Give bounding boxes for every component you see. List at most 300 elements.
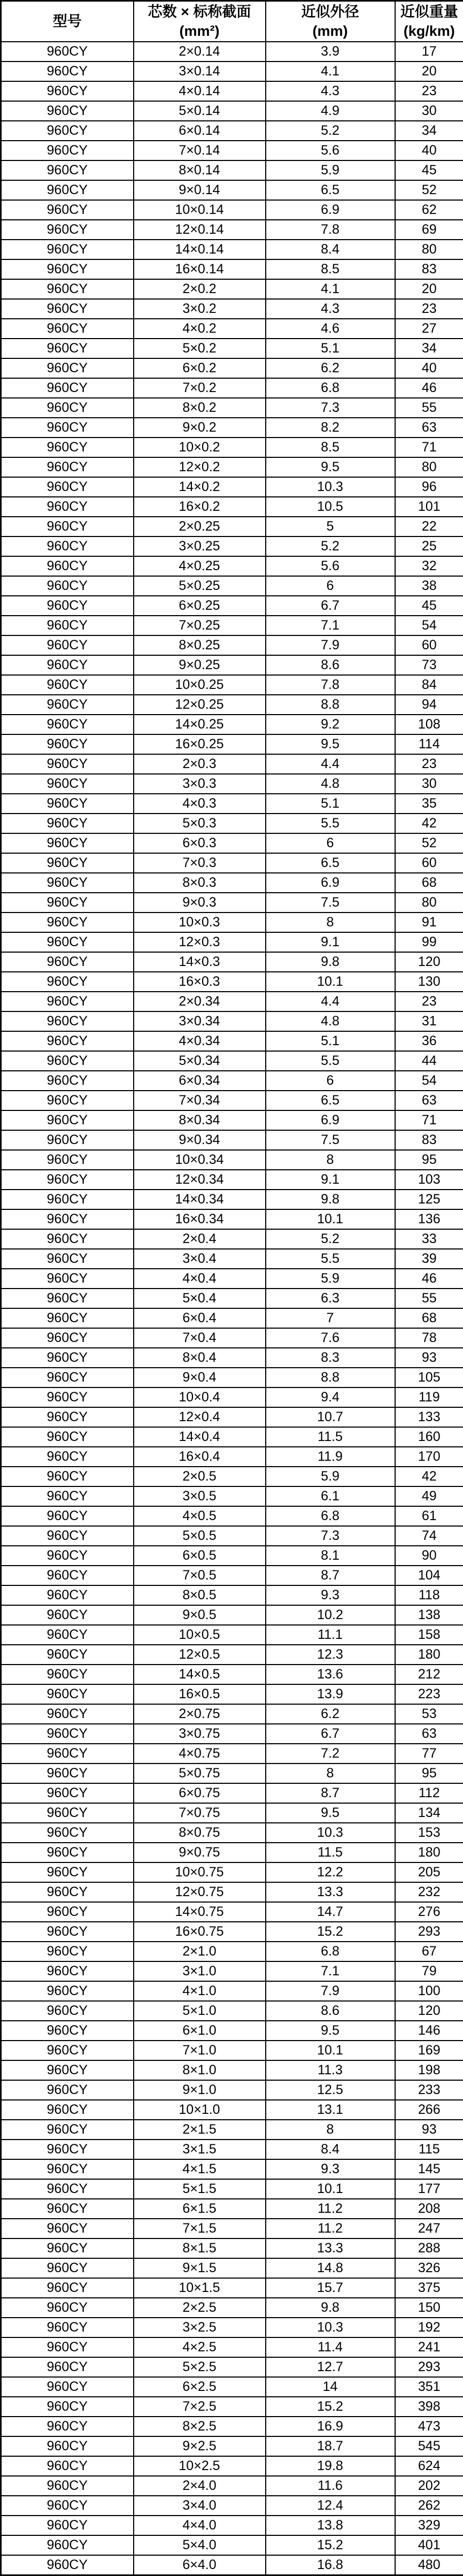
table-row bbox=[1, 2278, 463, 2298]
cell-weight: 624 bbox=[395, 2456, 463, 2476]
table-body bbox=[1, 42, 463, 2575]
cell-cores-section: 5×0.14 bbox=[134, 101, 266, 121]
cell-weight: 223 bbox=[395, 1684, 463, 1704]
cell-model: 960CY bbox=[1, 1981, 134, 2001]
cell-weight: 93 bbox=[395, 1348, 463, 1368]
cell-outer-diameter: 8.7 bbox=[266, 1566, 395, 1585]
cell-cores-section: 4×4.0 bbox=[134, 2516, 266, 2535]
table-row bbox=[1, 952, 463, 972]
cell-cores-section: 16×0.5 bbox=[134, 1684, 266, 1704]
cell-cores-section: 16×0.14 bbox=[134, 259, 266, 279]
cell-outer-diameter: 11.3 bbox=[266, 2060, 395, 2080]
table-row bbox=[1, 81, 463, 101]
cell-outer-diameter: 6 bbox=[266, 1071, 395, 1091]
cell-weight: 36 bbox=[395, 1031, 463, 1051]
cell-model: 960CY bbox=[1, 1407, 134, 1427]
cell-model: 960CY bbox=[1, 279, 134, 299]
cell-model: 960CY bbox=[1, 299, 134, 319]
cell-weight: 40 bbox=[395, 141, 463, 160]
table-row bbox=[1, 873, 463, 893]
table-row bbox=[1, 2337, 463, 2357]
cell-cores-section: 14×0.5 bbox=[134, 1665, 266, 1684]
cell-cores-section: 9×1.5 bbox=[134, 2258, 266, 2278]
cell-model: 960CY bbox=[1, 2516, 134, 2535]
cell-model: 960CY bbox=[1, 477, 134, 497]
cell-outer-diameter: 6 bbox=[266, 576, 395, 596]
cell-weight: 112 bbox=[395, 1783, 463, 1803]
cell-cores-section: 6×0.34 bbox=[134, 1071, 266, 1091]
cell-model: 960CY bbox=[1, 932, 134, 952]
table-row bbox=[1, 596, 463, 616]
cell-outer-diameter: 6.7 bbox=[266, 596, 395, 616]
header-model bbox=[1, 1, 134, 42]
cell-outer-diameter: 6.9 bbox=[266, 1110, 395, 1130]
table-row bbox=[1, 1902, 463, 1922]
cell-outer-diameter: 4.1 bbox=[266, 62, 395, 81]
cell-model: 960CY bbox=[1, 556, 134, 576]
cell-cores-section: 7×0.5 bbox=[134, 1566, 266, 1585]
cell-cores-section: 12×0.75 bbox=[134, 1882, 266, 1902]
cell-model: 960CY bbox=[1, 319, 134, 339]
cell-outer-diameter: 12.5 bbox=[266, 2080, 395, 2100]
table-row bbox=[1, 2516, 463, 2535]
cell-outer-diameter: 3.9 bbox=[266, 42, 395, 62]
cell-cores-section: 16×0.4 bbox=[134, 1447, 266, 1467]
cell-model: 960CY bbox=[1, 1427, 134, 1447]
table-row bbox=[1, 1011, 463, 1031]
cell-weight: 192 bbox=[395, 2318, 463, 2337]
table-row bbox=[1, 1289, 463, 1308]
cell-cores-section: 6×0.2 bbox=[134, 358, 266, 378]
cell-outer-diameter: 9.8 bbox=[266, 2298, 395, 2318]
cell-model: 960CY bbox=[1, 339, 134, 358]
cell-weight: 23 bbox=[395, 992, 463, 1011]
cell-weight: 233 bbox=[395, 2080, 463, 2100]
table-row bbox=[1, 1447, 463, 1467]
cell-model: 960CY bbox=[1, 160, 134, 180]
cell-outer-diameter: 6.5 bbox=[266, 180, 395, 200]
cell-outer-diameter: 7.2 bbox=[266, 1744, 395, 1764]
cell-model: 960CY bbox=[1, 1110, 134, 1130]
header-cores-section-label: 芯数 × 标称截面 bbox=[148, 4, 251, 20]
cell-weight: 40 bbox=[395, 358, 463, 378]
table-row bbox=[1, 1704, 463, 1724]
table-row bbox=[1, 2179, 463, 2199]
cell-model: 960CY bbox=[1, 1823, 134, 1843]
cell-cores-section: 7×0.2 bbox=[134, 378, 266, 398]
table-header bbox=[1, 1, 463, 42]
cell-cores-section: 5×0.4 bbox=[134, 1289, 266, 1308]
cell-cores-section: 10×0.4 bbox=[134, 1387, 266, 1407]
cell-cores-section: 2×0.2 bbox=[134, 279, 266, 299]
cell-cores-section: 7×0.4 bbox=[134, 1328, 266, 1348]
cell-model: 960CY bbox=[1, 2001, 134, 2021]
cell-weight: 55 bbox=[395, 398, 463, 418]
cell-weight: 63 bbox=[395, 1091, 463, 1110]
cell-model: 960CY bbox=[1, 1269, 134, 1289]
cell-outer-diameter: 18.7 bbox=[266, 2436, 395, 2456]
cell-model: 960CY bbox=[1, 2199, 134, 2219]
cell-weight: 44 bbox=[395, 1051, 463, 1071]
cell-outer-diameter: 10.3 bbox=[266, 1823, 395, 1843]
table-row bbox=[1, 299, 463, 319]
cell-cores-section: 4×0.3 bbox=[134, 794, 266, 814]
table-row bbox=[1, 2357, 463, 2377]
cell-weight: 99 bbox=[395, 932, 463, 952]
cell-weight: 54 bbox=[395, 1071, 463, 1091]
cell-model: 960CY bbox=[1, 1447, 134, 1467]
cell-model: 960CY bbox=[1, 497, 134, 517]
cell-weight: 158 bbox=[395, 1625, 463, 1645]
cell-outer-diameter: 11.2 bbox=[266, 2199, 395, 2219]
cell-weight: 25 bbox=[395, 536, 463, 556]
cell-weight: 130 bbox=[395, 972, 463, 992]
cell-weight: 114 bbox=[395, 734, 463, 754]
header-cores-section-unit: (mm²) bbox=[179, 23, 220, 39]
cell-cores-section: 9×0.5 bbox=[134, 1605, 266, 1625]
cell-outer-diameter: 6.3 bbox=[266, 1289, 395, 1308]
cell-outer-diameter: 14.7 bbox=[266, 1902, 395, 1922]
cell-cores-section: 6×0.4 bbox=[134, 1308, 266, 1328]
cell-outer-diameter: 11.4 bbox=[266, 2337, 395, 2357]
cell-weight: 115 bbox=[395, 2140, 463, 2159]
cell-outer-diameter: 6 bbox=[266, 833, 395, 853]
cell-cores-section: 6×1.0 bbox=[134, 2021, 266, 2041]
cell-weight: 247 bbox=[395, 2219, 463, 2238]
table-row bbox=[1, 754, 463, 774]
cell-model: 960CY bbox=[1, 873, 134, 893]
cell-cores-section: 2×0.3 bbox=[134, 754, 266, 774]
cell-weight: 22 bbox=[395, 517, 463, 536]
cell-outer-diameter: 4.8 bbox=[266, 1011, 395, 1031]
cell-weight: 545 bbox=[395, 2436, 463, 2456]
table-row bbox=[1, 2001, 463, 2021]
table-row bbox=[1, 517, 463, 536]
cell-model: 960CY bbox=[1, 240, 134, 259]
cell-model: 960CY bbox=[1, 1209, 134, 1229]
cell-weight: 160 bbox=[395, 1427, 463, 1447]
cell-weight: 120 bbox=[395, 952, 463, 972]
cell-outer-diameter: 10.1 bbox=[266, 1209, 395, 1229]
cell-cores-section: 4×0.5 bbox=[134, 1506, 266, 1526]
cell-model: 960CY bbox=[1, 1011, 134, 1031]
cell-weight: 63 bbox=[395, 1724, 463, 1744]
cell-cores-section: 10×0.2 bbox=[134, 438, 266, 457]
cell-model: 960CY bbox=[1, 2100, 134, 2120]
cell-cores-section: 2×0.34 bbox=[134, 992, 266, 1011]
cell-model: 960CY bbox=[1, 1783, 134, 1803]
table-row bbox=[1, 2060, 463, 2080]
cell-cores-section: 8×0.3 bbox=[134, 873, 266, 893]
cell-model: 960CY bbox=[1, 1566, 134, 1585]
cell-weight: 91 bbox=[395, 913, 463, 932]
table-row bbox=[1, 556, 463, 576]
cell-weight: 23 bbox=[395, 81, 463, 101]
table-row bbox=[1, 1585, 463, 1605]
cell-cores-section: 9×2.5 bbox=[134, 2436, 266, 2456]
cell-model: 960CY bbox=[1, 200, 134, 220]
cell-model: 960CY bbox=[1, 259, 134, 279]
cell-model: 960CY bbox=[1, 675, 134, 695]
cell-model: 960CY bbox=[1, 576, 134, 596]
cell-weight: 119 bbox=[395, 1387, 463, 1407]
cell-outer-diameter: 16.8 bbox=[266, 2555, 395, 2575]
cell-weight: 46 bbox=[395, 378, 463, 398]
table-row bbox=[1, 2120, 463, 2140]
cell-weight: 80 bbox=[395, 240, 463, 259]
cell-weight: 38 bbox=[395, 576, 463, 596]
cell-outer-diameter: 15.2 bbox=[266, 2397, 395, 2417]
table-row bbox=[1, 853, 463, 873]
cell-model: 960CY bbox=[1, 398, 134, 418]
cell-outer-diameter: 7.1 bbox=[266, 616, 395, 635]
cell-cores-section: 10×0.5 bbox=[134, 1625, 266, 1645]
cell-weight: 33 bbox=[395, 1229, 463, 1249]
cell-weight: 170 bbox=[395, 1447, 463, 1467]
cell-weight: 180 bbox=[395, 1843, 463, 1862]
cell-model: 960CY bbox=[1, 418, 134, 438]
table-row bbox=[1, 2417, 463, 2436]
cell-weight: 133 bbox=[395, 1407, 463, 1427]
cell-outer-diameter: 6.9 bbox=[266, 873, 395, 893]
table-row bbox=[1, 1862, 463, 1882]
table-row bbox=[1, 62, 463, 81]
table-row bbox=[1, 1249, 463, 1269]
cell-cores-section: 6×0.5 bbox=[134, 1546, 266, 1566]
cell-model: 960CY bbox=[1, 774, 134, 794]
cell-cores-section: 6×4.0 bbox=[134, 2555, 266, 2575]
cell-model: 960CY bbox=[1, 913, 134, 932]
cell-model: 960CY bbox=[1, 1605, 134, 1625]
cell-model: 960CY bbox=[1, 2021, 134, 2041]
cell-cores-section: 10×0.14 bbox=[134, 200, 266, 220]
table-row bbox=[1, 497, 463, 517]
cell-weight: 27 bbox=[395, 319, 463, 339]
cell-model: 960CY bbox=[1, 358, 134, 378]
table-row bbox=[1, 2258, 463, 2278]
cell-model: 960CY bbox=[1, 1744, 134, 1764]
cell-outer-diameter: 10.1 bbox=[266, 2179, 395, 2199]
cell-cores-section: 3×0.75 bbox=[134, 1724, 266, 1744]
cell-model: 960CY bbox=[1, 794, 134, 814]
table-row bbox=[1, 2100, 463, 2120]
cell-cores-section: 12×0.3 bbox=[134, 932, 266, 952]
cell-outer-diameter: 8 bbox=[266, 1764, 395, 1783]
cell-model: 960CY bbox=[1, 121, 134, 141]
cell-outer-diameter: 10.3 bbox=[266, 477, 395, 497]
cell-model: 960CY bbox=[1, 220, 134, 240]
cell-cores-section: 9×0.2 bbox=[134, 418, 266, 438]
table-row bbox=[1, 695, 463, 715]
cell-weight: 202 bbox=[395, 2476, 463, 2496]
table-row bbox=[1, 200, 463, 220]
cell-cores-section: 3×2.5 bbox=[134, 2318, 266, 2337]
table-row bbox=[1, 1922, 463, 1942]
cell-model: 960CY bbox=[1, 1764, 134, 1783]
cell-cores-section: 10×0.75 bbox=[134, 1862, 266, 1882]
table-row bbox=[1, 1170, 463, 1190]
cell-cores-section: 8×1.5 bbox=[134, 2238, 266, 2258]
cell-model: 960CY bbox=[1, 1724, 134, 1744]
cell-outer-diameter: 10.3 bbox=[266, 2318, 395, 2337]
cell-outer-diameter: 6.2 bbox=[266, 358, 395, 378]
cell-outer-diameter: 10.1 bbox=[266, 2041, 395, 2060]
cell-weight: 136 bbox=[395, 1209, 463, 1229]
cell-model: 960CY bbox=[1, 1091, 134, 1110]
cell-model: 960CY bbox=[1, 2238, 134, 2258]
cell-outer-diameter: 9.1 bbox=[266, 1170, 395, 1190]
cell-outer-diameter: 8.3 bbox=[266, 1348, 395, 1368]
table-row bbox=[1, 160, 463, 180]
cell-outer-diameter: 5.2 bbox=[266, 1229, 395, 1249]
cell-outer-diameter: 4.9 bbox=[266, 101, 395, 121]
cell-model: 960CY bbox=[1, 1922, 134, 1942]
cell-weight: 68 bbox=[395, 1308, 463, 1328]
cell-weight: 60 bbox=[395, 635, 463, 655]
cell-cores-section: 2×2.5 bbox=[134, 2298, 266, 2318]
cell-model: 960CY bbox=[1, 2456, 134, 2476]
cell-model: 960CY bbox=[1, 2337, 134, 2357]
cell-cores-section: 10×1.0 bbox=[134, 2100, 266, 2120]
cell-cores-section: 10×0.25 bbox=[134, 675, 266, 695]
cell-model: 960CY bbox=[1, 1170, 134, 1190]
cell-model: 960CY bbox=[1, 1467, 134, 1486]
cell-weight: 104 bbox=[395, 1566, 463, 1585]
cell-weight: 55 bbox=[395, 1289, 463, 1308]
cell-model: 960CY bbox=[1, 1862, 134, 1882]
cell-weight: 30 bbox=[395, 774, 463, 794]
table-row bbox=[1, 1744, 463, 1764]
cell-outer-diameter: 9.1 bbox=[266, 932, 395, 952]
cell-cores-section: 6×0.25 bbox=[134, 596, 266, 616]
cell-outer-diameter: 10.1 bbox=[266, 972, 395, 992]
cell-weight: 93 bbox=[395, 2120, 463, 2140]
cell-outer-diameter: 5.6 bbox=[266, 141, 395, 160]
cell-outer-diameter: 16.9 bbox=[266, 2417, 395, 2436]
table-row bbox=[1, 2456, 463, 2476]
table-row bbox=[1, 2140, 463, 2159]
cell-outer-diameter: 7.3 bbox=[266, 398, 395, 418]
table-row bbox=[1, 2377, 463, 2397]
cell-cores-section: 5×0.5 bbox=[134, 1526, 266, 1546]
cell-model: 960CY bbox=[1, 180, 134, 200]
cell-outer-diameter: 15.2 bbox=[266, 2535, 395, 2555]
cell-outer-diameter: 13.3 bbox=[266, 1882, 395, 1902]
cell-outer-diameter: 8.2 bbox=[266, 418, 395, 438]
cell-model: 960CY bbox=[1, 1130, 134, 1150]
cell-weight: 23 bbox=[395, 299, 463, 319]
cell-model: 960CY bbox=[1, 1506, 134, 1526]
cell-cores-section: 2×0.4 bbox=[134, 1229, 266, 1249]
cell-weight: 67 bbox=[395, 1942, 463, 1961]
table-row bbox=[1, 2436, 463, 2456]
cell-weight: 293 bbox=[395, 1922, 463, 1942]
table-row bbox=[1, 1961, 463, 1981]
cell-model: 960CY bbox=[1, 596, 134, 616]
cell-cores-section: 14×0.25 bbox=[134, 715, 266, 734]
cell-model: 960CY bbox=[1, 1902, 134, 1922]
cell-model: 960CY bbox=[1, 2377, 134, 2397]
table-row bbox=[1, 1823, 463, 1843]
table-row bbox=[1, 1724, 463, 1744]
table-row bbox=[1, 259, 463, 279]
table-row bbox=[1, 141, 463, 160]
cell-outer-diameter: 11.6 bbox=[266, 2476, 395, 2496]
cell-outer-diameter: 9.3 bbox=[266, 1585, 395, 1605]
cell-weight: 169 bbox=[395, 2041, 463, 2060]
cell-outer-diameter: 5.1 bbox=[266, 339, 395, 358]
cell-model: 960CY bbox=[1, 517, 134, 536]
table-row bbox=[1, 1605, 463, 1625]
cell-outer-diameter: 8.4 bbox=[266, 240, 395, 259]
cell-model: 960CY bbox=[1, 734, 134, 754]
cell-cores-section: 7×1.0 bbox=[134, 2041, 266, 2060]
cell-cores-section: 3×1.5 bbox=[134, 2140, 266, 2159]
table-row bbox=[1, 1645, 463, 1665]
cell-cores-section: 8×2.5 bbox=[134, 2417, 266, 2436]
cell-weight: 52 bbox=[395, 180, 463, 200]
table-row bbox=[1, 339, 463, 358]
cell-weight: 276 bbox=[395, 1902, 463, 1922]
cell-outer-diameter: 11.5 bbox=[266, 1843, 395, 1862]
cell-model: 960CY bbox=[1, 1289, 134, 1308]
header-model-label: 型号 bbox=[52, 13, 82, 29]
table-row bbox=[1, 101, 463, 121]
cell-cores-section: 4×1.5 bbox=[134, 2159, 266, 2179]
cell-weight: 54 bbox=[395, 616, 463, 635]
cell-model: 960CY bbox=[1, 2120, 134, 2140]
cell-weight: 180 bbox=[395, 1645, 463, 1665]
cell-model: 960CY bbox=[1, 1249, 134, 1269]
table-row bbox=[1, 913, 463, 932]
cell-outer-diameter: 6.9 bbox=[266, 200, 395, 220]
cell-outer-diameter: 9.8 bbox=[266, 1190, 395, 1209]
table-row bbox=[1, 1308, 463, 1328]
table-row bbox=[1, 121, 463, 141]
cell-cores-section: 2×0.75 bbox=[134, 1704, 266, 1724]
cell-outer-diameter: 8 bbox=[266, 2120, 395, 2140]
cell-weight: 145 bbox=[395, 2159, 463, 2179]
cell-cores-section: 5×1.5 bbox=[134, 2179, 266, 2199]
cell-outer-diameter: 9.5 bbox=[266, 2021, 395, 2041]
cell-cores-section: 9×1.0 bbox=[134, 2080, 266, 2100]
table-row bbox=[1, 734, 463, 754]
cell-outer-diameter: 11.5 bbox=[266, 1427, 395, 1447]
cell-weight: 293 bbox=[395, 2357, 463, 2377]
table-row bbox=[1, 1882, 463, 1902]
cell-weight: 39 bbox=[395, 1249, 463, 1269]
cell-outer-diameter: 6.8 bbox=[266, 1942, 395, 1961]
cell-weight: 83 bbox=[395, 259, 463, 279]
cell-weight: 84 bbox=[395, 675, 463, 695]
cell-outer-diameter: 9.5 bbox=[266, 734, 395, 754]
table-row bbox=[1, 319, 463, 339]
cell-weight: 80 bbox=[395, 457, 463, 477]
cell-cores-section: 5×2.5 bbox=[134, 2357, 266, 2377]
cell-outer-diameter: 13.8 bbox=[266, 2516, 395, 2535]
cell-weight: 150 bbox=[395, 2298, 463, 2318]
header-weight-label: 近似重量 bbox=[400, 4, 458, 20]
table-row bbox=[1, 1190, 463, 1209]
table-row bbox=[1, 1110, 463, 1130]
cell-model: 960CY bbox=[1, 1190, 134, 1209]
cell-outer-diameter: 8.7 bbox=[266, 1783, 395, 1803]
cell-outer-diameter: 7.5 bbox=[266, 893, 395, 913]
table-row bbox=[1, 1625, 463, 1645]
cell-cores-section: 16×0.3 bbox=[134, 972, 266, 992]
cell-outer-diameter: 10.5 bbox=[266, 497, 395, 517]
cell-weight: 45 bbox=[395, 160, 463, 180]
